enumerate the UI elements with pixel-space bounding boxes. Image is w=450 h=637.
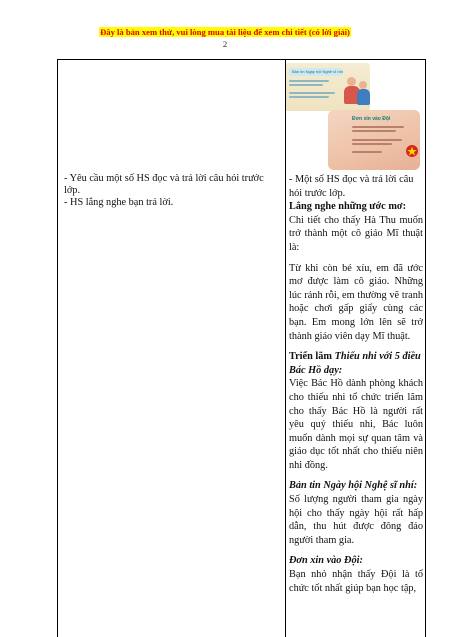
illustration-caption: Bản tin Ngày hội Nghệ sĩ nhí: [289, 68, 343, 76]
illustration-caption: Đơn xin vào Đội: [352, 116, 391, 122]
student-activities-column: [289, 173, 423, 595]
section-body: Số lượng người tham gia ngày hội cho thấy ngày hội rất hấp dẫn, thu hút được đông đảo người tham gia.: [289, 494, 423, 546]
lesson-table: [57, 59, 426, 637]
banner-text: Đây là bản xem thử, vui lòng mua tài liệu để xem chi tiết (có lời giải): [100, 27, 350, 37]
page-number: 2: [222, 39, 228, 49]
section-body: Bạn nhỏ nhận thấy Đội là tổ chức tốt nhất giúp bạn học tập,: [289, 569, 423, 594]
section-body: Việc Bác Hồ dành phòng khách cho thiếu nhi tổ chức triển lãm cho thấy Bác Hồ là người rất yêu quý thiếu nhi, Bác luôn muốn dành mọi sự quan tâm và giáo dục tốt nhất cho thiếu niên nhi đồng.: [289, 378, 423, 471]
preview-banner: [0, 27, 450, 37]
activity-line: - HS lắng nghe bạn trả lời.: [64, 197, 174, 209]
intro-text: - Một số HS đọc và trả lời câu hỏi trước lớp.: [289, 174, 414, 199]
section-heading: Bản tin Ngày hội Nghệ sĩ nhí:: [289, 480, 418, 492]
section-heading: Lắng nghe những ước mơ:: [289, 201, 407, 213]
heading-italic: Thiếu nhi với 5 điều Bác Hồ dạy:: [289, 351, 421, 376]
heading-plain: Triển lãm: [289, 351, 335, 363]
section-heading: Đơn xin vào Đội:: [289, 555, 363, 567]
section-body: Chi tiết cho thấy Hà Thu muốn trở thành một cô giáo Mĩ thuật là:: [289, 214, 423, 253]
teacher-activities-column: [64, 173, 280, 210]
section-heading: [289, 350, 423, 377]
activity-line: - Yêu cầu một số HS đọc và trả lời câu hỏi trước lớp.: [64, 173, 264, 197]
column-divider: [285, 60, 286, 637]
section-body: Từ khi còn bé xíu, em đã ước mơ được làm cô giáo. Những lúc rảnh rỗi, em thường vẽ tranh hoặc chơi gấp giấy cùng các bạn. Em mong lớn lên sẽ trở thành giáo viên dạy Mĩ thuật.: [289, 262, 423, 342]
